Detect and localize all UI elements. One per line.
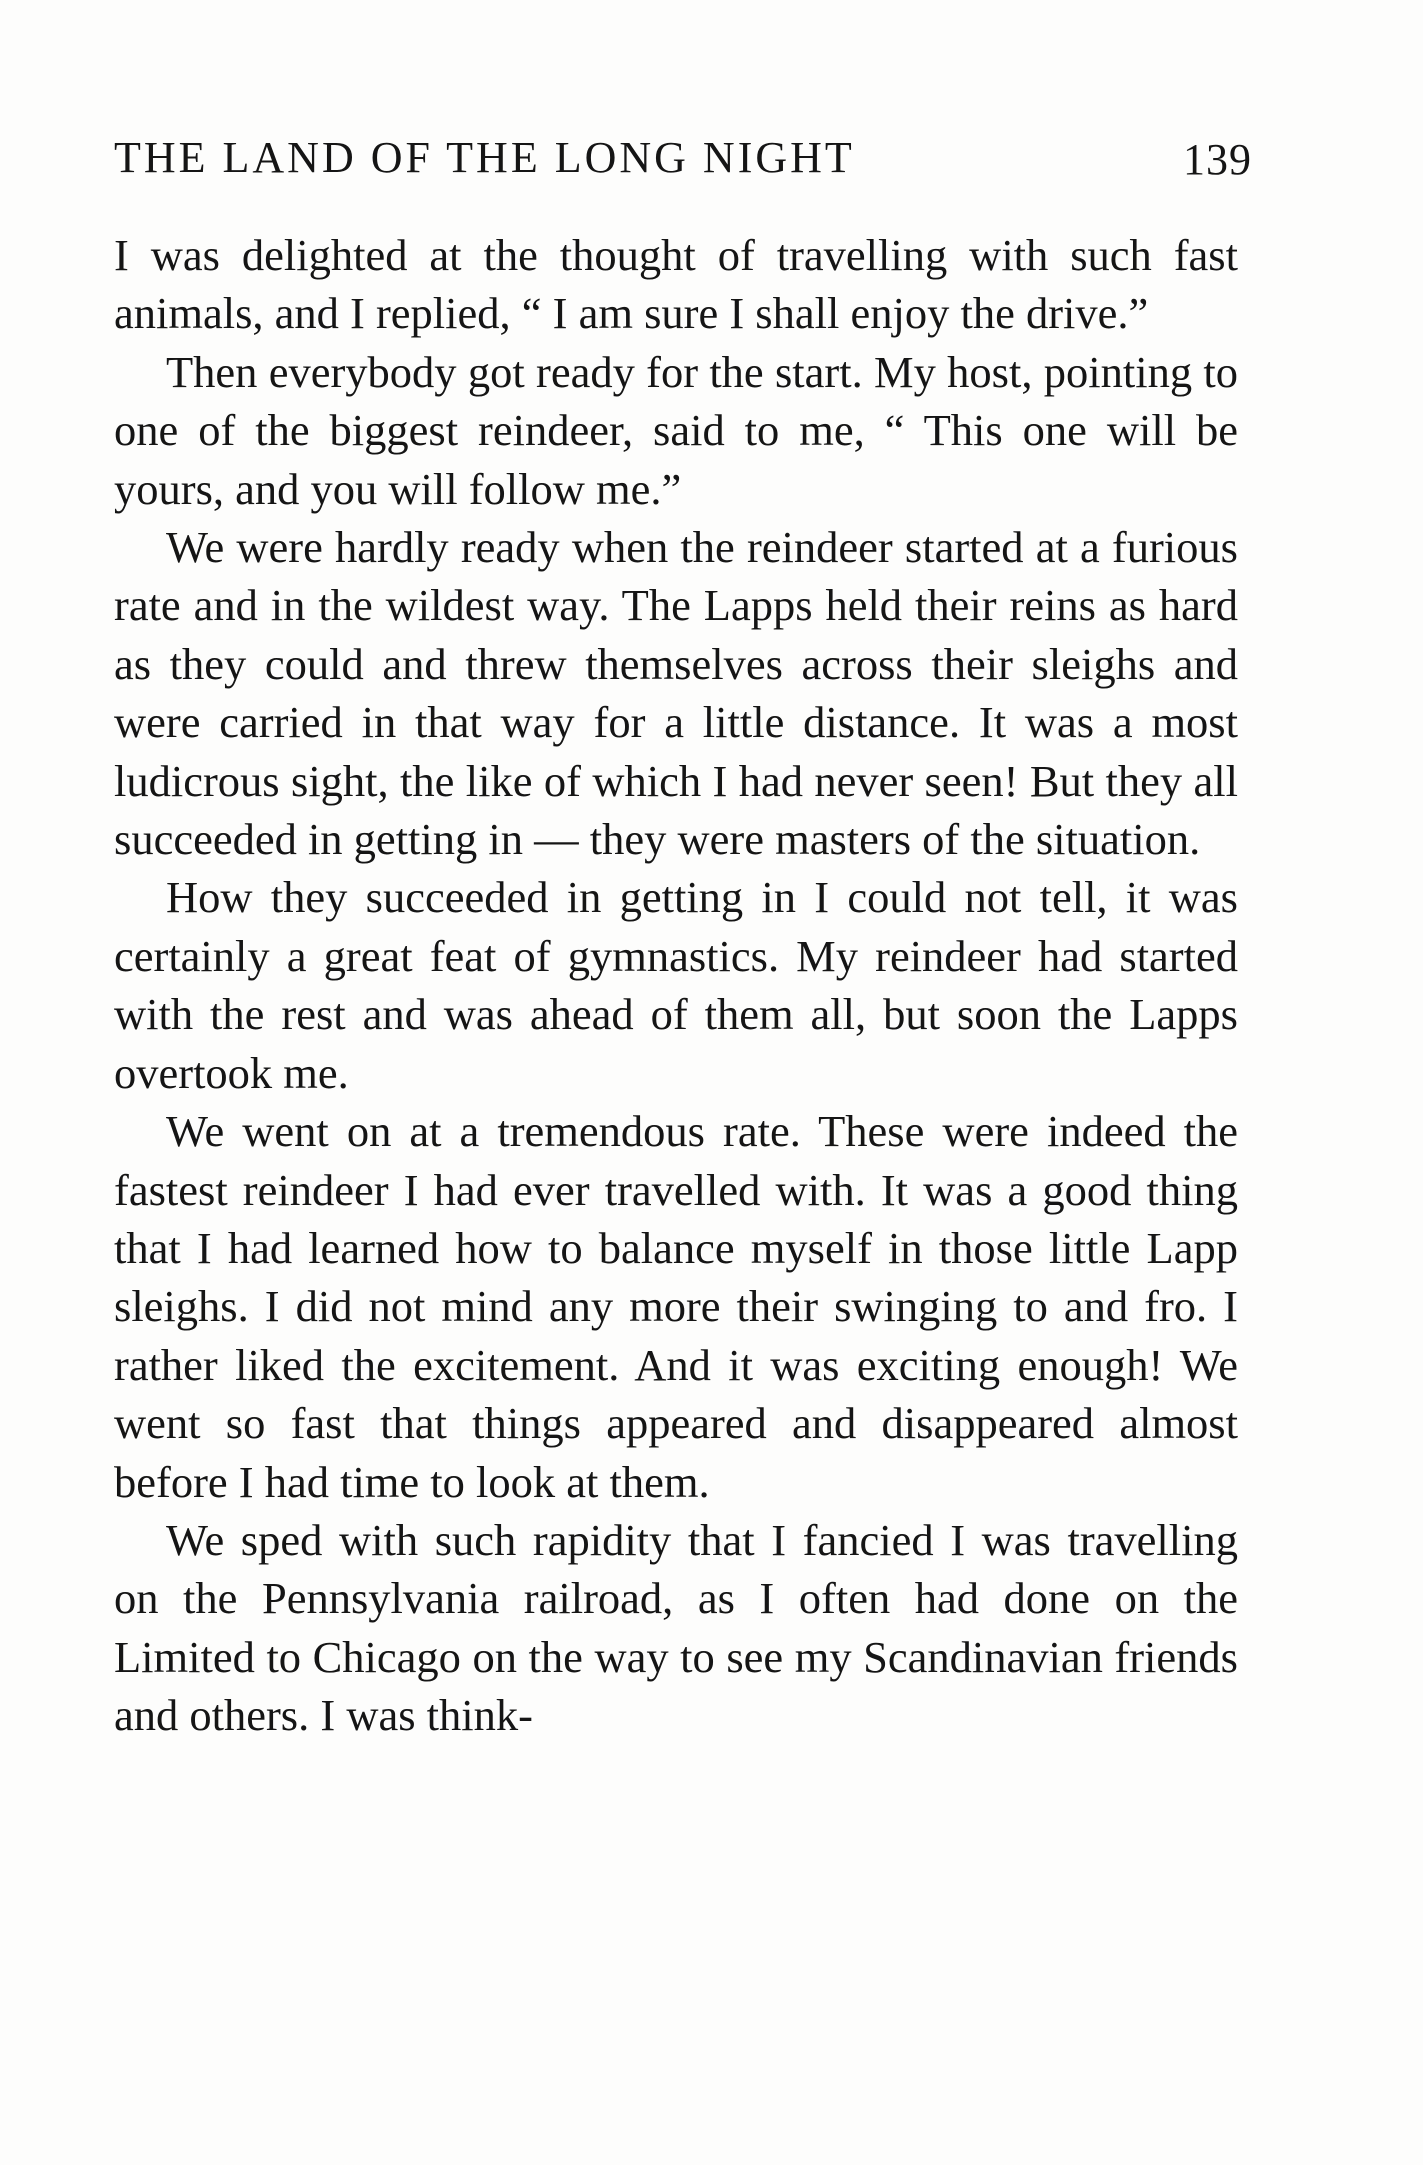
paragraph: I was delighted at the thought of travelling with such fast animals, and I replied, “ I am sure I shall enjoy the drive.” [114, 230, 1238, 339]
running-header [114, 132, 1252, 192]
running-title: THE LAND OF THE LONG NIGHT [114, 133, 855, 182]
page-number: 139 [1183, 135, 1252, 184]
body-text [114, 226, 1238, 1745]
paragraph: How they succeeded in getting in I could not tell, it was certainly a great feat of gymnastics. My reindeer had started with the rest and was ahead of them all, but soon the Lapps overtook me. [114, 872, 1238, 1098]
paragraph: We were hardly ready when the reindeer started at a furious rate and in the wildest way. The Lapps held their reins as hard as they could and threw themselves across their sleighs and were carried in that way for a little distance. It was a most ludicrous sight, the like of which I had never seen! But they all succeeded in getting in — they were masters of the situation. [114, 522, 1238, 865]
paragraph: Then everybody got ready for the start. My host, pointing to one of the biggest reindeer, said to me, “ This one will be yours, and you will follow me.” [114, 346, 1238, 514]
paragraph: We sped with such rapidity that I fancied I was travelling on the Pennsylvania railroad, as I often had done on the Limited to Chicago on the way to see my Scandinavian friends and others. I was think- [114, 1514, 1238, 1741]
paragraph: We went on at a tremendous rate. These were indeed the fastest reindeer I had ever travelled with. It was a good thing that I had learned how to balance myself in those little Lapp sleighs. I did not mind any more their swinging to and fro. I rather liked the excitement. And it was exciting enough! We went so fast that things appeared and disappeared almost before I had time to look at them. [114, 1106, 1238, 1507]
